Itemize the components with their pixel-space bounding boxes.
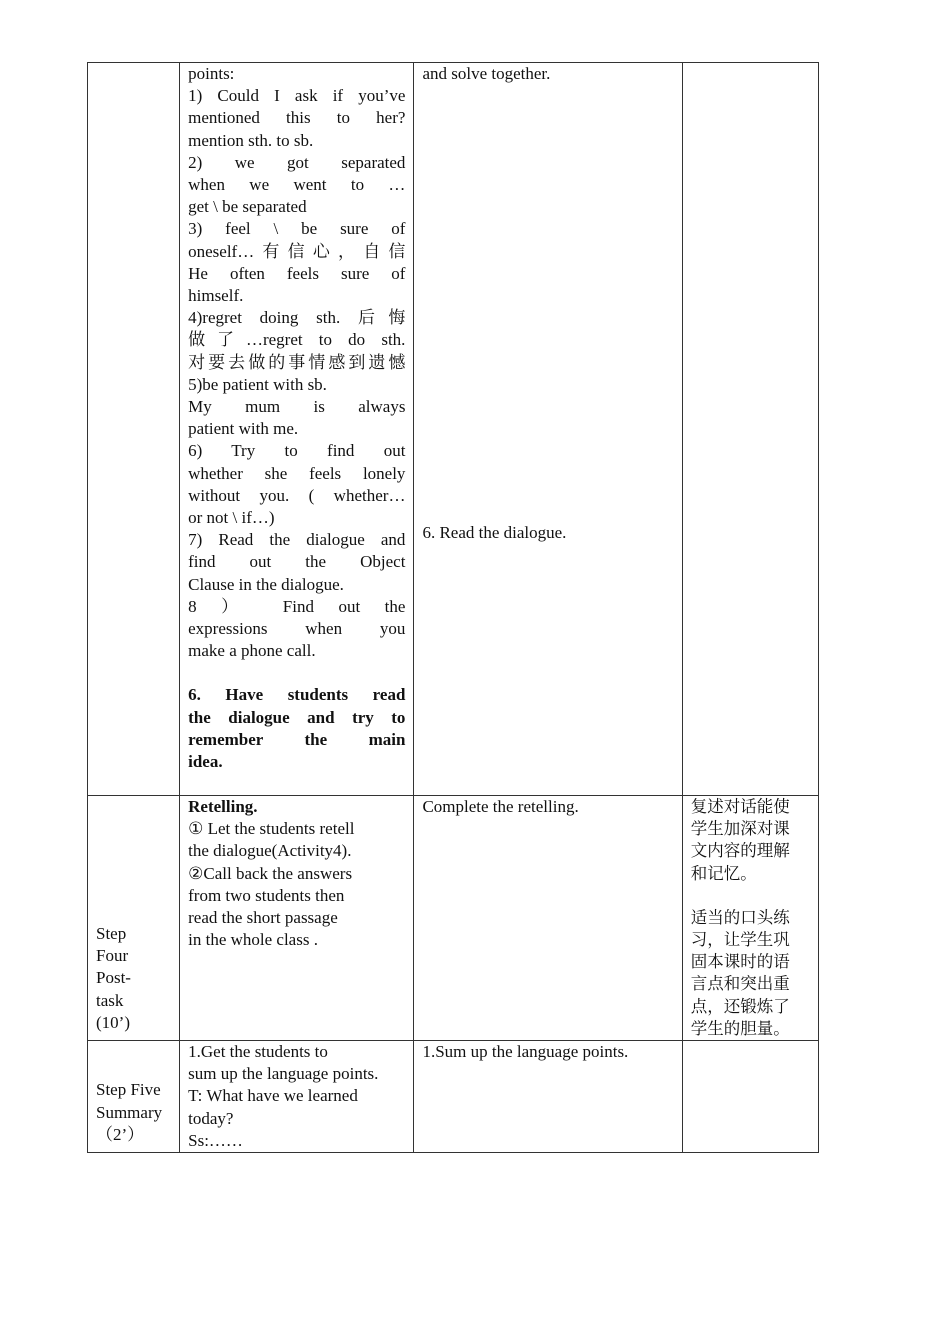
language-point-line: 7) Read the dialogue and: [188, 530, 406, 550]
language-point-line: oneself…有信心，自信: [188, 241, 406, 261]
language-point-line: 4)regret doing sth. 后悔: [188, 308, 406, 328]
lesson-plan-table: [87, 62, 819, 1153]
purpose-line: 学生加深对课: [690, 819, 790, 839]
summary-line: today?: [188, 1108, 234, 1128]
purpose-cell: [682, 796, 818, 1041]
language-point-line: 5)be patient with sb.: [188, 374, 327, 394]
language-point-line: My mum is always: [188, 397, 406, 417]
retelling-title: Retelling.: [188, 797, 258, 816]
teacher-activity-cell: [180, 796, 414, 1041]
purpose-line: 固本课时的语: [690, 952, 790, 972]
summary-line: T: What have we learned: [188, 1086, 358, 1106]
summary-line: Ss:……: [188, 1130, 243, 1150]
student-activity-top: and solve together.: [422, 64, 551, 83]
instruction-line: 6. Have students read: [188, 685, 406, 705]
step-label-line: Four: [96, 946, 129, 966]
language-point-line: 2) we got separated: [188, 152, 406, 172]
student-activity-text: Complete the retelling.: [422, 797, 579, 816]
language-point-line: 8 ） Find out the: [188, 596, 406, 616]
language-point-line: find out the Object: [188, 552, 406, 572]
student-activity-cell: [414, 1041, 682, 1153]
language-point-line: make a phone call.: [188, 641, 316, 661]
language-point-line: whether she feels lonely: [188, 463, 406, 483]
language-point-line: or not \ if…): [188, 508, 275, 528]
step-cell: [88, 63, 180, 796]
purpose-cell: [682, 1041, 818, 1153]
step-cell: [88, 796, 180, 1041]
purpose-cell: [682, 63, 818, 796]
step-label-line: (10’): [96, 1012, 130, 1032]
retelling-line: in the whole class .: [188, 930, 318, 950]
student-activity-cell: [414, 63, 682, 796]
language-point-line: mention sth. to sb.: [188, 130, 314, 150]
teacher-activity-cell: [180, 1041, 414, 1153]
step-label-line: （2’）: [96, 1124, 145, 1144]
retelling-line: from two students then: [188, 885, 345, 905]
instruction-line: remember the main: [188, 729, 406, 749]
purpose-line: 点，还锻炼了: [690, 996, 790, 1016]
language-point-line: expressions when you: [188, 619, 406, 639]
language-point-line: without you. ( whether…: [188, 485, 406, 505]
purpose-line: 言点和突出重: [690, 974, 790, 994]
summary-line: 1.Get the students to: [188, 1042, 328, 1062]
step-cell: [88, 1041, 180, 1153]
language-point-line: 对要去做的事情感到遗憾: [188, 352, 406, 372]
language-point-line: points:: [188, 64, 235, 83]
table-row: [88, 1041, 819, 1153]
language-point-line: 6) Try to find out: [188, 441, 406, 461]
summary-line: sum up the language points.: [188, 1064, 379, 1084]
language-point-line: himself.: [188, 286, 244, 306]
step-label-line: Post-: [96, 968, 131, 988]
step-label-line: Summary: [96, 1102, 163, 1122]
instruction-line: idea.: [188, 752, 223, 772]
student-activity-read: 6. Read the dialogue.: [422, 523, 567, 543]
retelling-line: ②Call back the answers: [188, 863, 353, 883]
spacer: [691, 885, 814, 907]
purpose-line: 文内容的理解: [690, 841, 790, 861]
language-point-line: 1) Could I ask if you’ve: [188, 86, 406, 106]
purpose-line: 复述对话能使: [690, 797, 790, 816]
language-point-line: 3) feel \ be sure of: [188, 219, 406, 239]
language-point-line: Clause in the dialogue.: [188, 574, 344, 594]
language-point-line: patient with me.: [188, 419, 299, 439]
step-label-line: Step Five: [96, 1080, 161, 1100]
table-row: [88, 63, 819, 796]
retelling-line: ① Let the students retell: [188, 819, 355, 839]
language-point-line: mentioned this to her?: [188, 108, 406, 128]
language-point-line: He often feels sure of: [188, 263, 406, 283]
student-activity-cell: [414, 796, 682, 1041]
language-point-line: when we went to …: [188, 175, 406, 195]
retelling-line: read the short passage: [188, 908, 338, 928]
language-point-line: 做了…regret to do sth.: [188, 330, 406, 350]
purpose-line: 和记忆。: [690, 863, 757, 883]
purpose-line: 学生的胆量。: [690, 1018, 790, 1038]
student-activity-text: 1.Sum up the language points.: [422, 1042, 629, 1062]
retelling-line: the dialogue(Activity4).: [188, 841, 352, 861]
step-label-line: Step: [96, 924, 127, 944]
instruction-line: the dialogue and try to: [188, 707, 406, 727]
teacher-activity-cell: [180, 63, 414, 796]
table-row: [88, 796, 819, 1041]
language-point-line: get \ be separated: [188, 197, 307, 217]
purpose-line: 习，让学生巩: [690, 930, 790, 950]
spacer: [188, 662, 405, 684]
purpose-line: 适当的口头练: [690, 907, 790, 927]
step-label-line: task: [96, 990, 124, 1010]
